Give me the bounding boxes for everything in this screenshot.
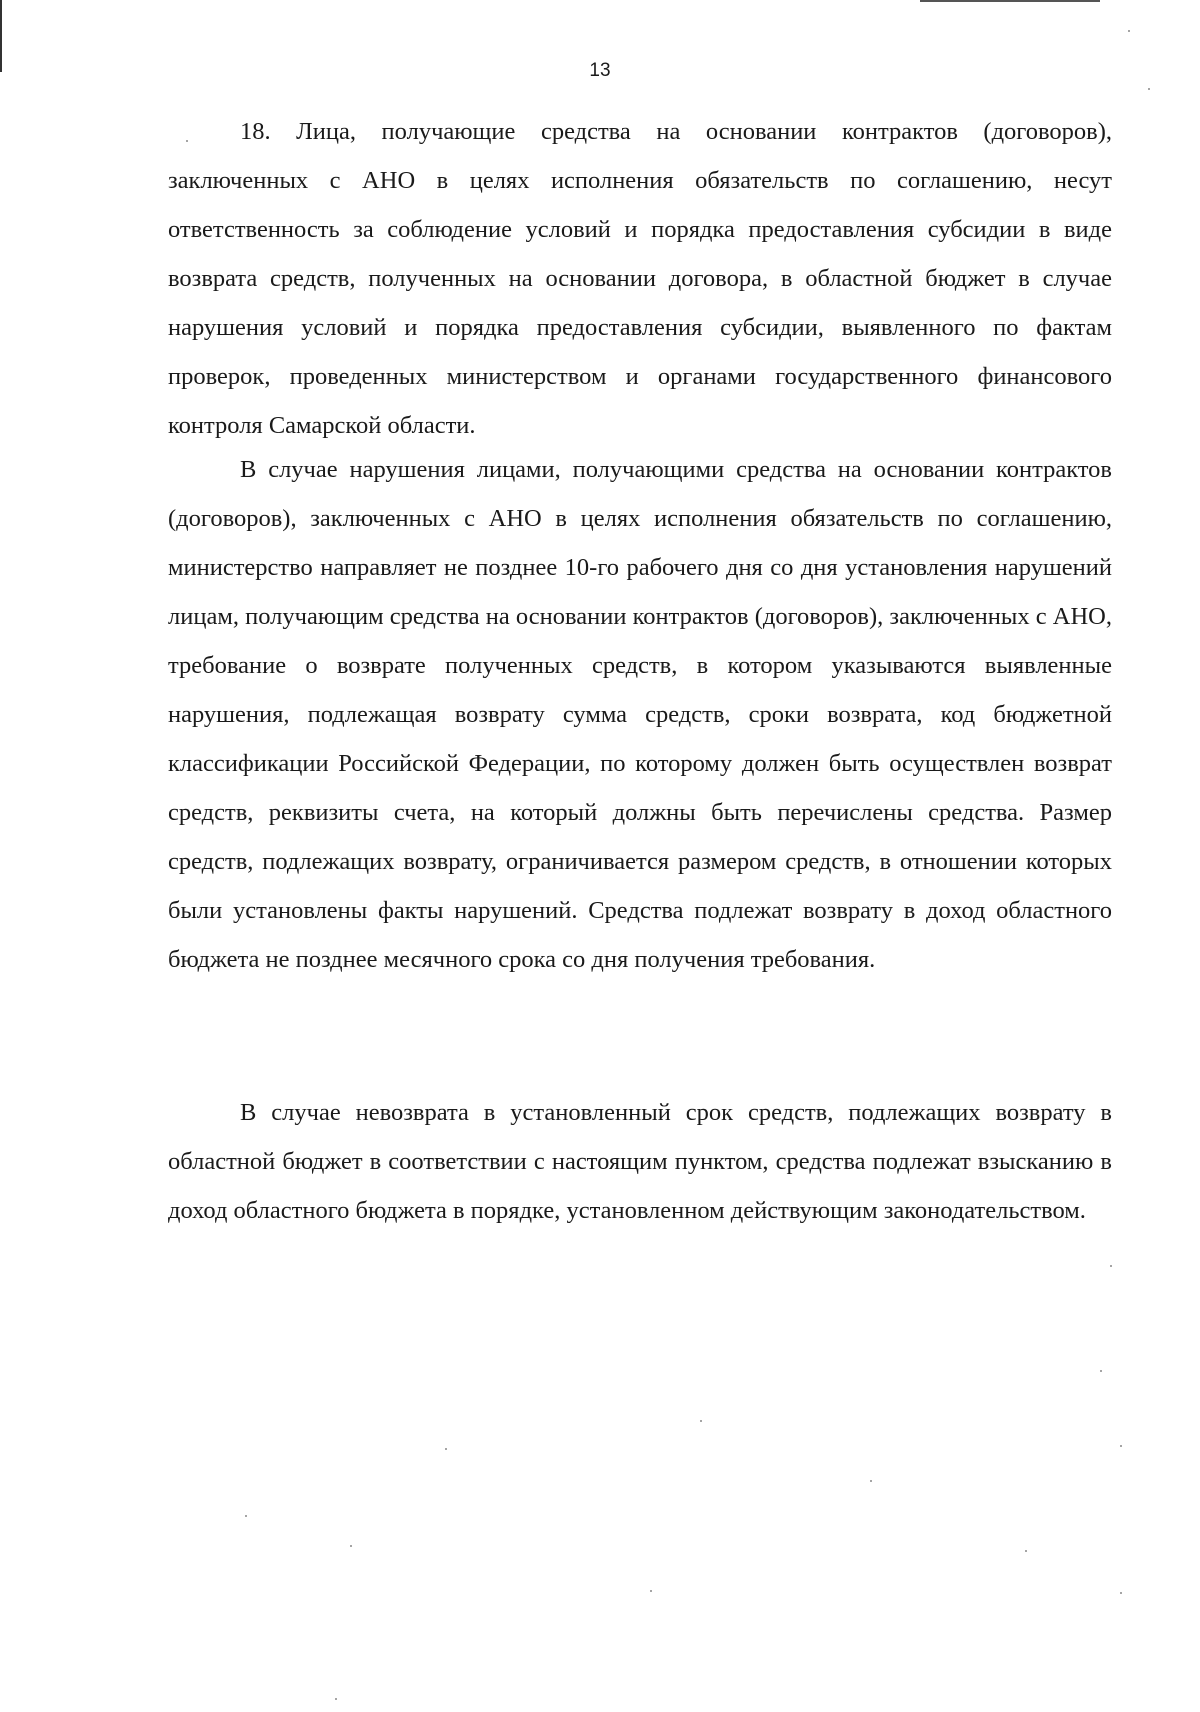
scan-speck (1148, 88, 1150, 90)
scan-speck (650, 1590, 652, 1592)
scan-speck (445, 1448, 447, 1450)
paragraph-violation (168, 445, 1112, 984)
scan-speck (1100, 1370, 1102, 1372)
paragraph-text: В случае нарушения лицами, получающими средства на основании контрактов (договоров), заключенных с АНО в целях исполнения обязательств по соглашению, министерство направляет не позднее 10-го рабочего дня со дня установления нарушений лицам, получающим средства на основании контрактов (договоров), заключенных с АНО, требование о возврате полученных средств, в котором указываются выявленные нарушения, подлежащая возврату сумма средств, сроки возврата, код бюджетной классификации Российской Федерации, по которому должен быть осуществлен возврат средств, реквизиты счета, на который должны быть перечислены средства. Размер средств, подлежащих возврату, ограничивается размером средств, в отношении которых были установлены факты нарушений. Средства подлежат возврату в доход областного бюджета не позднее месячного срока со дня получения требования. (168, 456, 1112, 973)
page-number: 13 (589, 60, 611, 81)
scan-speck (245, 1515, 247, 1517)
scan-speck (700, 1420, 702, 1422)
scan-speck (870, 1480, 872, 1482)
paragraph-text: В случае невозврата в установленный срок средств, подлежащих возврату в областной бюджет в соответствии с настоящим пунктом, средства подлежат взысканию в доход областного бюджета в порядке, установленном действующим законодательством. (168, 1099, 1112, 1224)
scan-speck (1128, 30, 1130, 32)
scan-edge-top (920, 0, 1100, 2)
paragraph-non-return (168, 1088, 1112, 1235)
scan-speck (335, 1698, 337, 1700)
scan-speck (350, 1545, 352, 1547)
paragraph-18 (168, 107, 1112, 450)
scan-speck (1120, 1592, 1122, 1594)
paragraph-text: 18. Лица, получающие средства на основании контрактов (договоров), заключенных с АНО в целях исполнения обязательств по соглашению, несут ответственность за соблюдение условий и порядка предоставления субсидии в виде возврата средств, полученных на основании договора, в областной бюджет в случае нарушения условий и порядка предоставления субсидии, выявленного по фактам проверок, проведенных министерством и органами государственного финансового контроля Самарской области. (168, 118, 1112, 439)
scan-speck (1110, 1265, 1112, 1267)
scan-speck (1025, 1550, 1027, 1552)
scan-speck (1120, 1445, 1122, 1447)
